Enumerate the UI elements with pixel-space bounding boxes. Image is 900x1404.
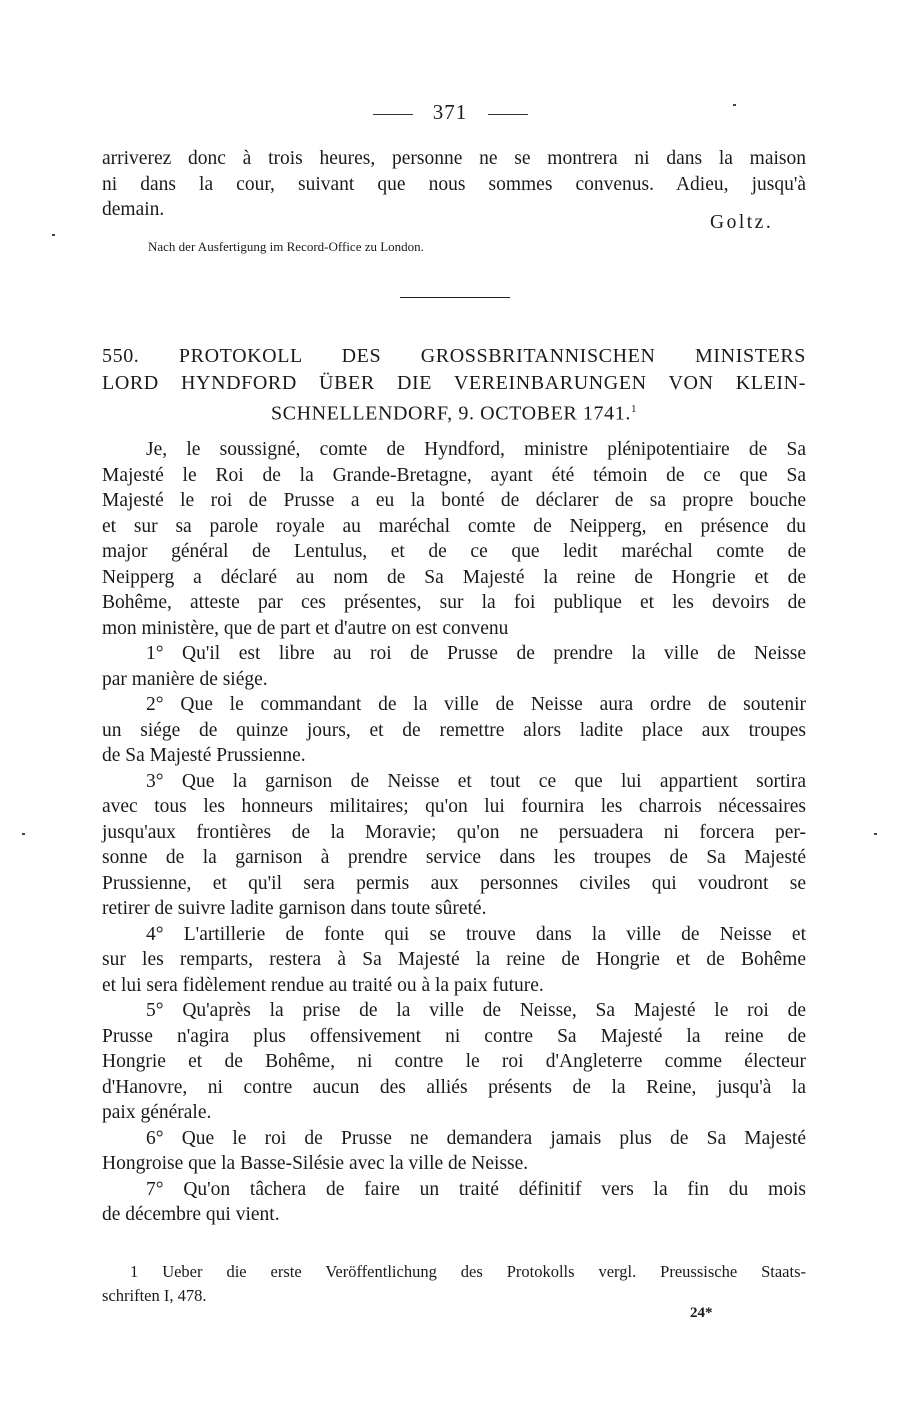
article-5 [102,998,806,1126]
article-1 [102,641,806,692]
header-dash-right [488,114,528,115]
article-6 [102,1126,806,1177]
text-line: ni dans la cour, suivant que nous sommes convenus. Adieu, jusqu'à [102,173,806,195]
text-line: de Sa Majesté Prussienne. [102,745,306,766]
text-line: et lui sera fidèlement rendue au traité ou à la paix future. [102,974,544,996]
page-number: 371 [432,100,468,124]
text-line: Bohême, atteste par ces présentes, sur la foi publique et les devoirs de [102,592,806,613]
text-line: 5° Qu'après la prise de la ville de Neisse, Sa Majesté le roi de [146,1000,806,1021]
text-line: de décembre qui vient. [102,1204,280,1225]
article-7 [102,1177,806,1228]
text-line: Prusse n'agira plus offensivement ni contre Sa Majesté la reine de [102,1025,806,1047]
text-line: Je, le soussigné, comte de Hyndford, ministre plénipotentiaire de Sa [146,439,806,460]
signature: Goltz. [710,212,774,233]
preceding-letter-end [102,146,806,223]
document-title [102,343,806,427]
text-line: d'Hanovre, ni contre aucun des alliés présents de la Reine, jusqu'à la [102,1076,806,1098]
footnote [102,1260,806,1308]
text-line: mon ministère, que de part et d'autre on est convenu [102,617,509,639]
text-line: Hongroise que la Basse-Silésie avec la ville de Neisse. [102,1153,529,1174]
paragraph [102,437,806,641]
text-line: arriverez donc à trois heures, personne ne se montrera ni dans la maison [102,148,806,169]
scan-speck [22,833,25,835]
text-line: Majesté le roi de Prusse a eu la bonté de déclarer de sa propre bouche [102,490,806,511]
header-dash-left [373,114,413,115]
text-line: sur les remparts, restera à Sa Majesté la reine de Hongrie et de Bohême [102,949,806,970]
text-line: 2° Que le commandant de la ville de Neisse aura ordre de soutenir [146,694,806,715]
protocol-body [102,437,806,1228]
text-line: retirer de suivre ladite garnison dans toute sûreté. [102,898,487,919]
text-line: 1° Qu'il est libre au roi de Prusse de prendre la ville de Neisse [146,643,806,664]
text-line: Hongrie et de Bohême, ni contre le roi d'Angleterre comme électeur [102,1051,806,1072]
text-line: 4° L'artillerie de fonte qui se trouve dans la ville de Neisse et [146,923,806,945]
scan-speck [874,833,877,835]
text-line: 3° Que la garnison de Neisse et tout ce que lui appartient sortira [146,770,806,792]
title-line: 550. PROTOKOLL DES GROSSBRITANNISCHEN MINISTERS [102,345,806,367]
title-line: LORD HYNDFORD ÜBER DIE VEREINBARUNGEN VON KLEIN- [102,371,806,394]
text-line: Majesté le Roi de la Grande-Bretagne, ayant été témoin de ce que Sa [102,464,806,486]
text-line: Neipperg a déclaré au nom de Sa Majesté la reine de Hongrie et de [102,566,806,588]
title-line: SCHNELLENDORF, 9. OCTOBER 1741. [270,402,631,425]
text-line: jusqu'aux frontières de la Moravie; qu'on ne persuadera ni forcera per- [102,821,806,843]
footnote-marker: 1 [630,403,638,415]
page-header [0,100,900,125]
scan-speck [733,104,736,106]
text-line: sonne de la garnison à prendre service dans les troupes de Sa Majesté [102,847,806,868]
source-note: Nach der Ausfertigung im Record-Office zu London. [148,239,424,254]
text-line: 7° Qu'on tâchera de faire un traité définitif vers la fin du mois [146,1178,806,1200]
article-2 [102,692,806,769]
section-divider [400,297,510,298]
footnote-line: schriften I, 478. [102,1286,207,1305]
text-line: Prussienne, et qu'il sera permis aux personnes civiles qui voudront se [102,872,806,894]
text-line: 6° Que le roi de Prusse ne demandera jamais plus de Sa Majesté [146,1127,806,1149]
text-line: par manière de siége. [102,668,268,690]
text-line: et sur sa parole royale au maréchal comte de Neipperg, en présence du [102,515,806,537]
article-4 [102,922,806,999]
text-line: paix générale. [102,1102,212,1123]
title-line-3 [102,396,806,427]
text-line: un siége de quinze jours, et de remettre alors ladite place aux troupes [102,719,806,741]
scan-speck [52,234,55,236]
text-line: demain. [102,199,165,220]
footnote-line: 1 Ueber die erste Veröffentlichung des Protokolls vergl. Preussische Staats- [130,1262,806,1281]
text-line: avec tous les honneurs militaires; qu'on lui fournira les charrois nécessaires [102,796,806,817]
sheet-signature-mark: 24* [690,1305,713,1321]
text-line: major général de Lentulus, et de ce que ledit maréchal comte de [102,541,806,562]
article-3 [102,769,806,922]
